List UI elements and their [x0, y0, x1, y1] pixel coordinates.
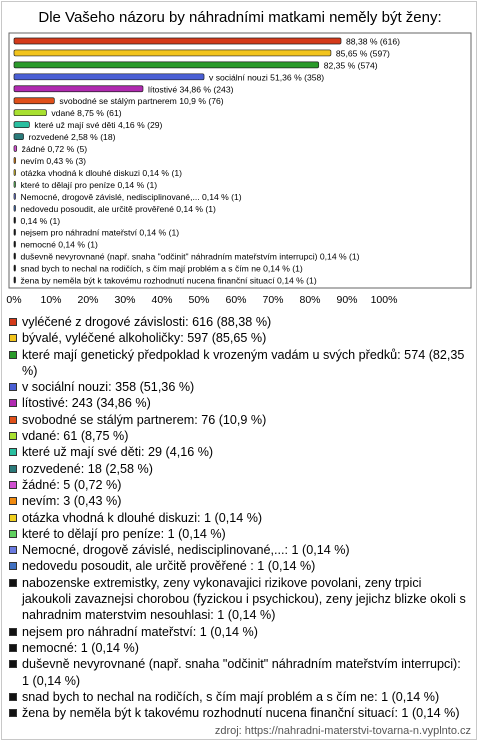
legend-item [9, 379, 471, 395]
legend-swatch [9, 644, 17, 652]
legend-swatch [9, 318, 17, 326]
legend-text: žádné: 5 (0,72 %) [22, 477, 122, 492]
bar-label: nedovedu posoudit, ale určitě prověřené 0,14 % (1) [20, 203, 216, 214]
legend-item [9, 330, 471, 346]
bar [14, 146, 17, 152]
legend-swatch [9, 334, 17, 342]
legend-text: rozvedené: 18 (2,58 %) [22, 461, 153, 476]
bar [14, 265, 16, 271]
chart-legend [9, 314, 471, 721]
legend-swatch [9, 481, 17, 489]
legend-item [9, 542, 471, 558]
legend-item [9, 558, 471, 574]
x-tick-label: 40% [151, 294, 173, 306]
legend-item [9, 395, 471, 411]
bar-label: které to dělají pro peníze 0,14 % (1) [20, 179, 158, 190]
legend-swatch [9, 514, 17, 522]
legend-item [9, 461, 471, 477]
legend-swatch [9, 579, 17, 587]
legend-text: nedovedu posoudit, ale určitě prověřené : 1 (0,14 %) [22, 559, 316, 574]
legend-swatch [9, 351, 17, 359]
legend-text: nejsem pro náhradní mateřství: 1 (0,14 %) [22, 624, 258, 639]
bar [14, 181, 16, 187]
bar [14, 110, 46, 116]
bar [14, 193, 16, 199]
legend-item [9, 640, 471, 656]
bar [14, 134, 24, 140]
bar [14, 169, 16, 175]
x-tick-label: 0% [6, 294, 22, 306]
legend-swatch [9, 693, 17, 701]
legend-text: Nemocné, drogově závislé, nedisciplinované,...: 1 (0,14 %) [22, 543, 350, 558]
x-tick-label: 30% [114, 294, 136, 306]
legend-text: bývalé, vyléčené alkoholičky: 597 (85,65 %) [22, 331, 267, 346]
bar [14, 241, 16, 247]
chart-title: Dle Vašeho názoru by náhradními matkami neměly být ženy: [38, 9, 442, 26]
legend-swatch [9, 660, 17, 668]
legend-text: duševně nevyrovnané (např. snaha "odčinit" náhradním mateřstvím interrupci): 1 (0,14 %) [22, 657, 461, 688]
legend-swatch [9, 399, 17, 407]
x-tick-label: 80% [299, 294, 321, 306]
bar [14, 74, 204, 80]
bar-label: 82,35 % (574) [323, 60, 378, 71]
legend-swatch [9, 628, 17, 636]
legend-text: snad bych to nechal na rodičích, s čím mají problém a s čím ne: 1 (0,14 %) [22, 689, 440, 704]
x-tick-label: 20% [77, 294, 99, 306]
bar-label: 0,14 % (1) [20, 215, 61, 226]
bar [14, 277, 16, 283]
legend-text: nabozenske extremistky, zeny vykonavajici rizikove povolani, zeny trpici jakoukoli zavaznejsi chorobou (fyzickou i psychickou), zeny jejichz blizke okoli s nahradnim materstvim nesouhlasi: 1 (0,14 %) [22, 575, 466, 623]
bar-label: nevím 0,43 % (3) [20, 156, 87, 166]
bar-label: snad bych to nechal na rodičích, s čím mají problém a s čím ne 0,14 % (1) [20, 263, 303, 274]
legend-swatch [9, 530, 17, 538]
bar-label: nemocné 0,14 % (1) [20, 239, 98, 250]
x-tick-label: 100% [370, 294, 398, 306]
bar [14, 205, 16, 211]
legend-swatch [9, 448, 17, 456]
legend-text: nevím: 3 (0,43 %) [22, 494, 122, 509]
bar-label: které už mají své děti 4,16 % (29) [34, 120, 163, 131]
legend-item [9, 477, 471, 493]
bar-label: vdané 8,75 % (61) [51, 108, 122, 119]
legend-text: které už mají své děti: 29 (4,16 %) [22, 445, 214, 460]
bar-label: 85,65 % (597) [335, 48, 390, 59]
bar-label: žádné 0,72 % (5) [21, 144, 88, 155]
legend-item [9, 347, 471, 380]
x-tick-label: 90% [336, 294, 358, 306]
legend-item [9, 510, 471, 526]
legend-item [9, 526, 471, 542]
x-tick-label: 70% [262, 294, 284, 306]
legend-item [9, 689, 471, 705]
legend-item [9, 493, 471, 509]
legend-swatch [9, 709, 17, 717]
bar-chart [0, 0, 480, 312]
bar-label: nejsem pro náhradní mateřství 0,14 % (1) [20, 227, 180, 238]
bar-label: 88,38 % (616) [346, 36, 400, 47]
bar-label: duševně nevyrovnané (např. snaha "odčinit" náhradním mateřstvím interrupci) 0,14 % (1) [20, 251, 360, 262]
bar [14, 253, 16, 259]
legend-item [9, 575, 471, 624]
legend-text: vyléčené z drogové závislosti: 616 (88,38 %) [22, 315, 272, 329]
legend-item [9, 314, 471, 330]
bar [14, 86, 143, 92]
bar [14, 229, 16, 235]
legend-item [9, 624, 471, 640]
bar [14, 158, 16, 164]
source-text: zdroj: https://nahradni-materstvi-tovarna-n.vyplnto.cz [214, 725, 471, 737]
legend-text: otázka vhodná k dlouhé diskuzi: 1 (0,14 %) [22, 510, 263, 525]
legend-text: vdané: 61 (8,75 %) [22, 429, 129, 444]
bar [14, 38, 341, 44]
legend-text: svobodné se stálým partnerem: 76 (10,9 %) [22, 412, 267, 427]
legend-text: které to dělají pro peníze: 1 (0,14 %) [22, 526, 226, 541]
legend-item [9, 705, 471, 721]
legend-item [9, 412, 471, 428]
legend-item [9, 656, 471, 689]
legend-text: lítostivé: 243 (34,86 %) [22, 396, 151, 411]
x-tick-label: 60% [225, 294, 247, 306]
bar [14, 122, 29, 128]
bar-label: v sociální nouzi 51,36 % (358) [209, 72, 325, 83]
bar-label: Nemocné, drogově závislé, nedisciplinované,... 0,14 % (1) [20, 191, 242, 202]
bar [14, 50, 331, 56]
legend-swatch [9, 465, 17, 473]
legend-text: žena by neměla být k takovému rozhodnutí nucena finanční situací: 1 (0,14 %) [22, 706, 460, 721]
x-tick-label: 10% [40, 294, 62, 306]
legend-swatch [9, 562, 17, 570]
legend-swatch [9, 546, 17, 554]
bar [14, 98, 54, 104]
bar-label: žena by neměla být k takovému rozhodnutí nucena finanční situací 0,14 % (1) [20, 275, 317, 286]
legend-text: nemocné: 1 (0,14 %) [22, 640, 139, 655]
legend-swatch [9, 383, 17, 391]
legend-text: v sociální nouzi: 358 (51,36 %) [22, 380, 195, 395]
bar [14, 62, 319, 68]
bar [14, 217, 16, 223]
bar-label: otázka vhodná k dlouhé diskuzi 0,14 % (1) [20, 167, 182, 178]
legend-item [9, 428, 471, 444]
bar-label: lítostivé 34,86 % (243) [147, 84, 234, 95]
legend-swatch [9, 416, 17, 424]
bar-label: svobodné se stálým partnerem 10,9 % (76) [59, 96, 224, 107]
legend-item [9, 444, 471, 460]
legend-swatch [9, 497, 17, 505]
x-tick-label: 50% [188, 294, 210, 306]
bar-label: rozvedené 2,58 % (18) [28, 132, 116, 143]
legend-text: které mají genetický předpoklad k vrozeným vadám u svých předků: 574 (82,35 %) [22, 347, 465, 378]
legend-swatch [9, 432, 17, 440]
